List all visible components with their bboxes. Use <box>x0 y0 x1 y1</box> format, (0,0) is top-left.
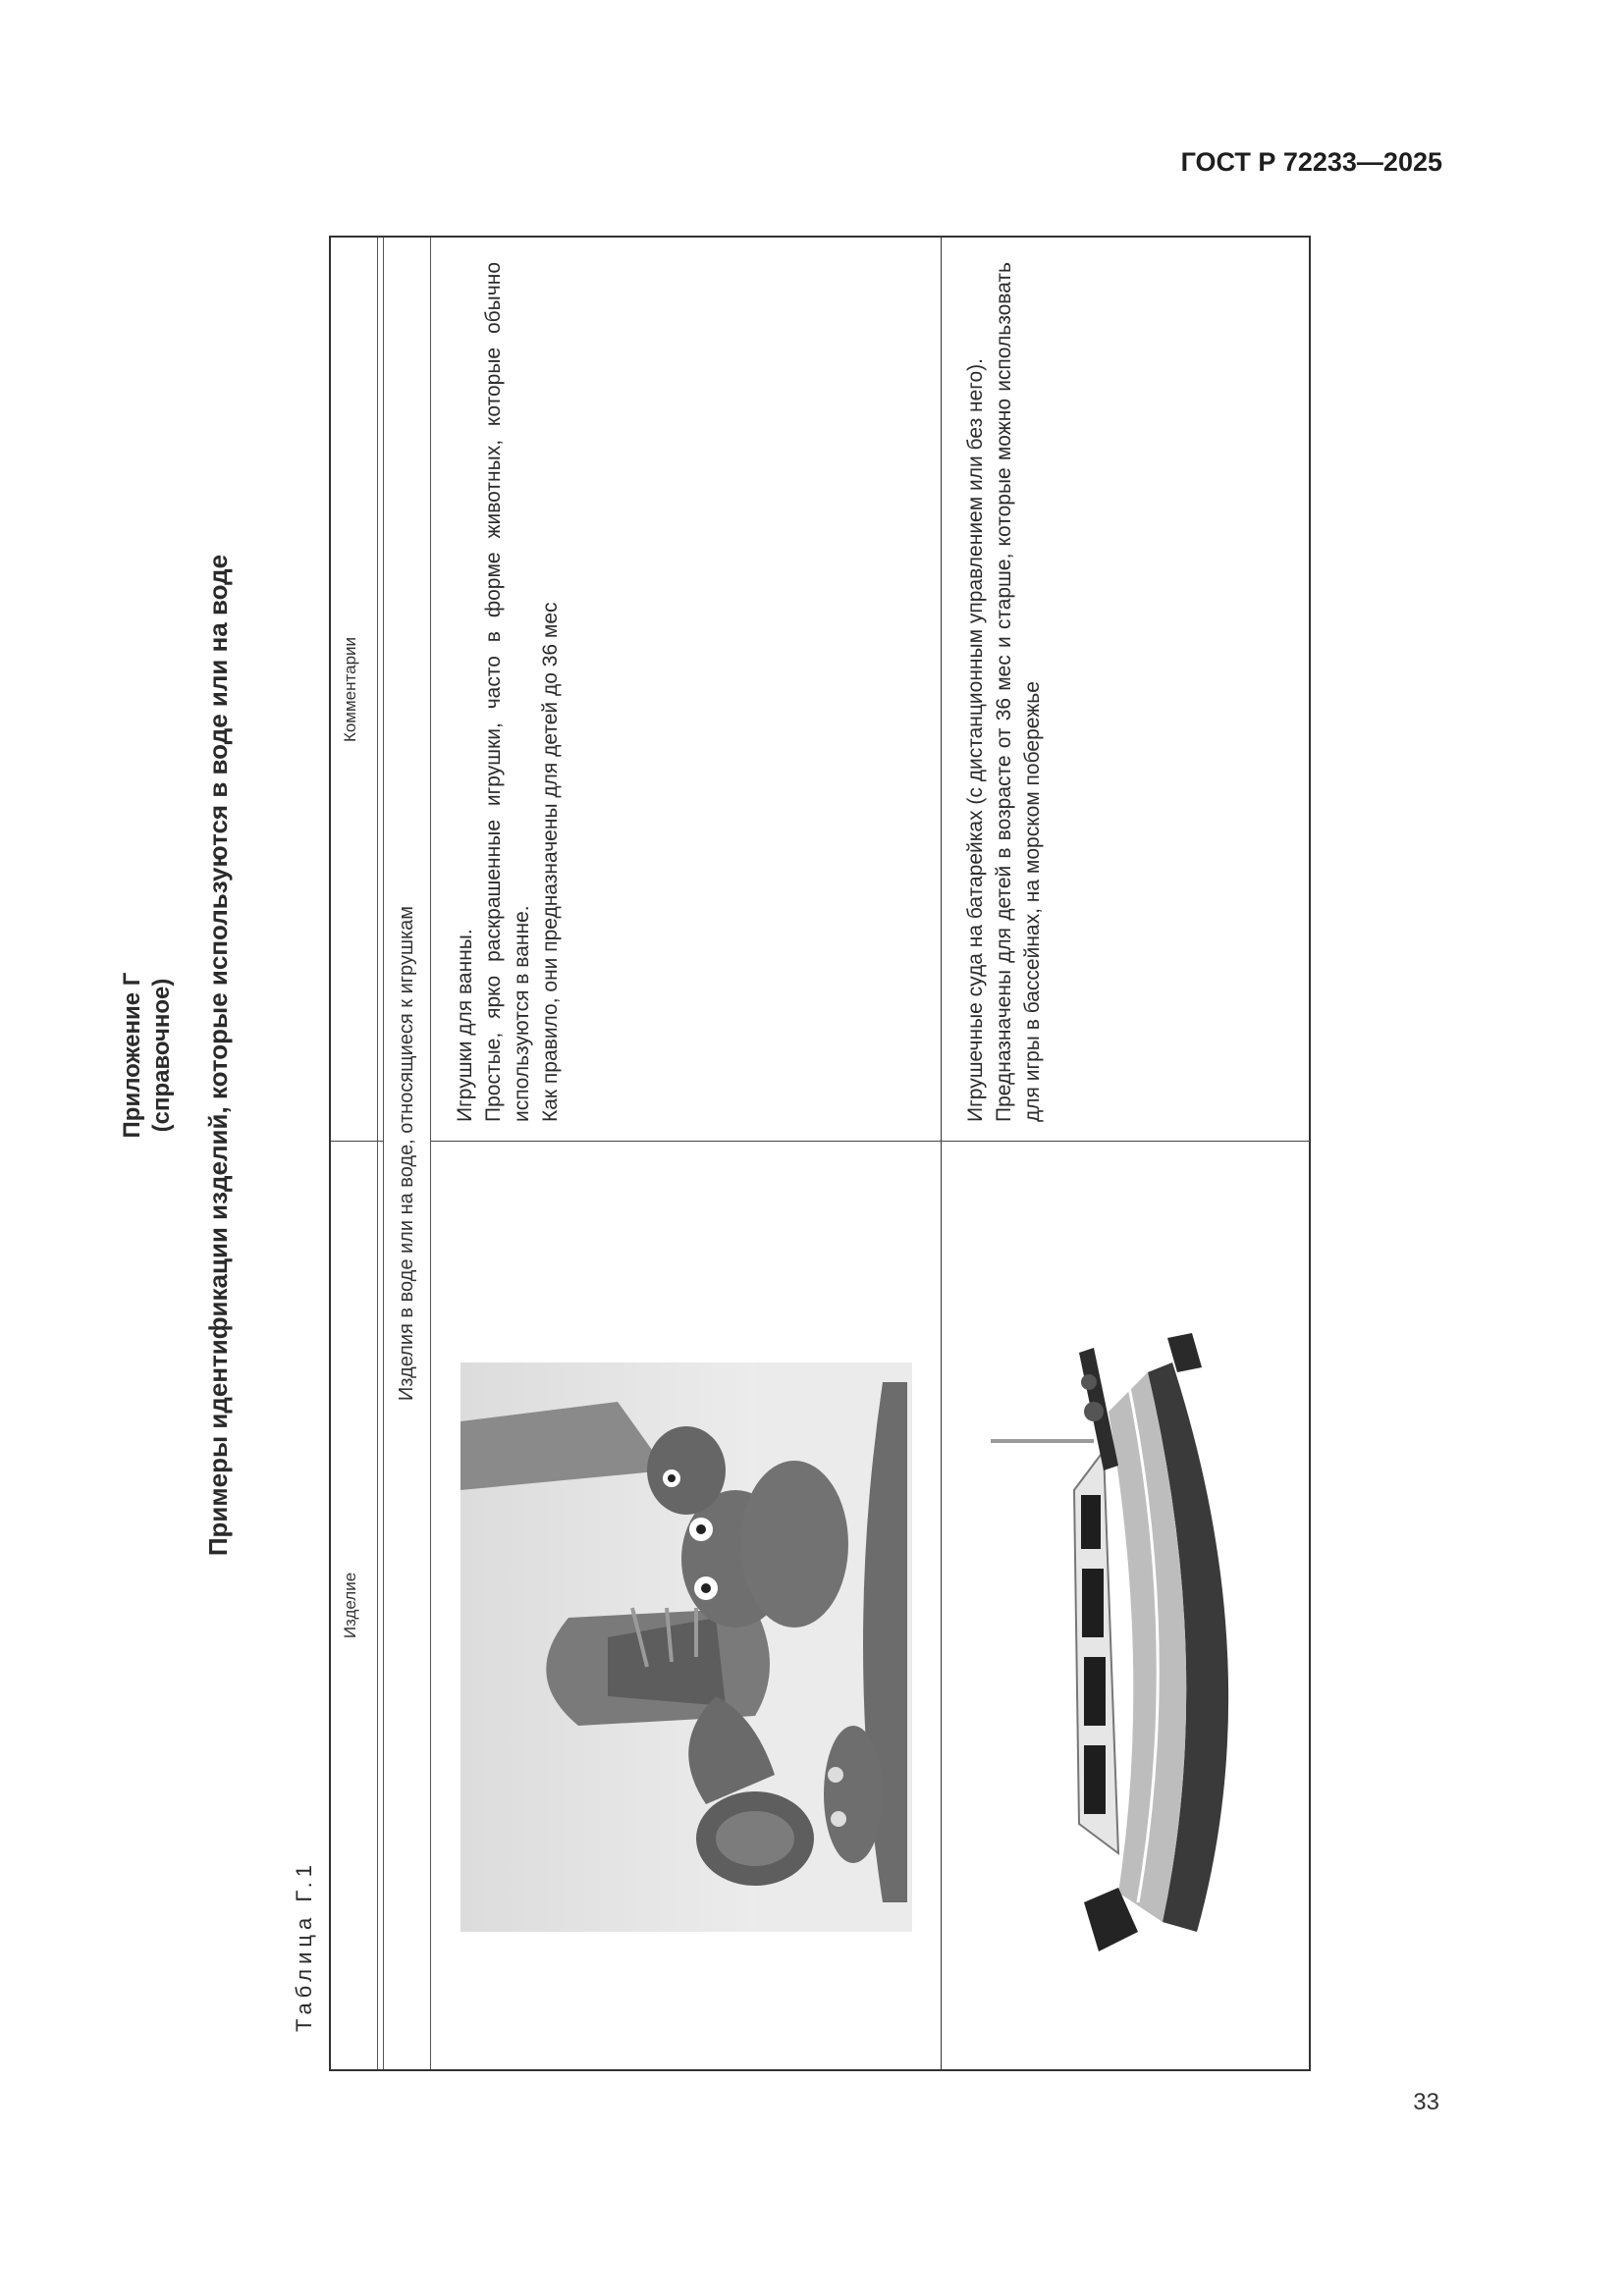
page-number: 33 <box>1413 2089 1439 2115</box>
comment-line: Предназначены для детей в возрасте от 36 мес и старше, которые можно использовать для игры в бассейнах, на морском побережье <box>993 262 1044 1122</box>
section-row <box>384 238 431 2069</box>
rotated-content <box>93 0 1340 2110</box>
column-header-comments: Комментарии <box>341 636 359 743</box>
standard-header: ГОСТ Р 72233—2025 <box>1180 147 1442 177</box>
table-row <box>942 238 1310 2069</box>
column-header-product: Изделие <box>341 1572 359 1639</box>
appendix-note: (справочное) <box>148 978 175 1133</box>
table-header <box>331 238 378 2069</box>
table-label: Таблица Г.1 <box>292 1860 316 2032</box>
comment-line: Как правило, они предназначены для детей до 36 мес <box>539 602 562 1122</box>
appendix-heading <box>118 0 177 2110</box>
comment-cell <box>451 262 565 1122</box>
bath-toys-photo-icon <box>460 1362 912 1932</box>
comment-cell <box>961 262 1047 1122</box>
page-subtitle: Примеры идентификации изделий, которые используются в воде или на воде <box>203 554 233 1557</box>
comment-line: Игрушки для ванны. <box>454 929 476 1122</box>
toy-boat-photo-icon <box>971 1323 1280 1961</box>
appendix-title: Приложение Г <box>119 972 145 1139</box>
table-row <box>431 238 942 2069</box>
section-title: Изделия в воде или на воде, относящиеся к игрушкам <box>396 905 417 1402</box>
product-table <box>329 236 1311 2071</box>
comment-line: Простые, ярко раскрашенные игрушки, часто в форме животных, которые обычно используются в ванне. <box>482 262 533 1122</box>
comment-line: Игрушечные суда на батарейках (с дистанционным управлением или без него). <box>964 357 987 1122</box>
